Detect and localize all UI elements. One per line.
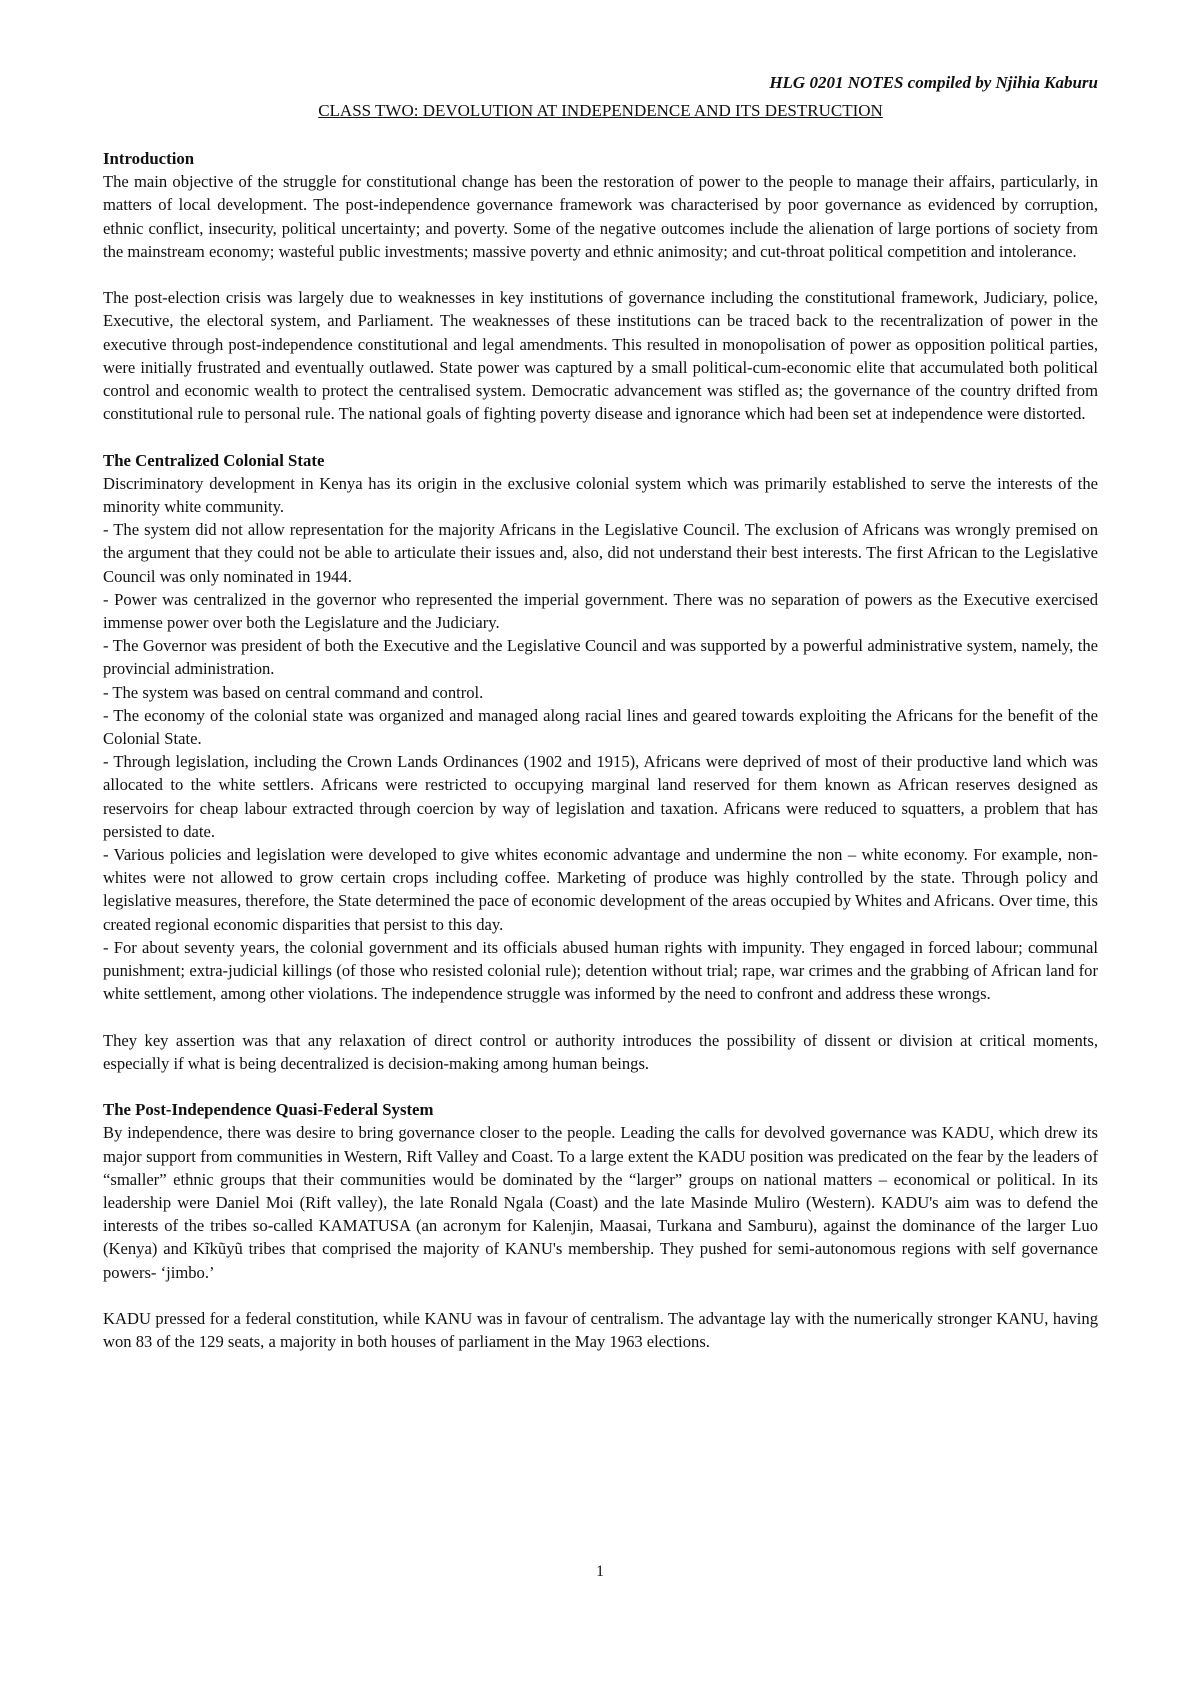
document-title: CLASS TWO: DEVOLUTION AT INDEPENDENCE AND ITS DESTRUCTION: [318, 101, 883, 120]
bullet-item: - The Governor was president of both the Executive and the Legislative Council and was supported by a powerful administrative system, namely, the provincial administration.: [103, 636, 1098, 679]
document-body: [103, 147, 1098, 1353]
paragraph: The post-election crisis was largely due to weaknesses in key institutions of governance including the constitutional framework, Judiciary, police, Executive, the electoral system, and Parliament. The weaknesses of these institutions can be traced back to the recentralization of power in the executive through post-independence constitutional and legal amendments. This resulted in monopolisation of power as opposition political parties, were initially frustrated and eventually outlawed. State power was captured by a small political-cum-economic elite that accumulated both political control and economic wealth to protect the centralised system. Democratic advancement was stifled as; the governance of the country drifted from constitutional rule to personal rule. The national goals of fighting poverty disease and ignorance which had been set at independence were distorted.: [103, 288, 1098, 424]
bullet-item: - The economy of the colonial state was organized and managed along racial lines and geared towards exploiting the Africans for the benefit of the Colonial State.: [103, 705, 1098, 749]
bullet-item: - For about seventy years, the colonial government and its officials abused human rights with impunity. They engaged in forced labour; communal punishment; extra-judicial killings (of those who resisted colonial rule); detention without trial; rape, war crimes and the grabbing of African land for white settlement, among other violations. The independence struggle was informed by the need to confront and address these wrongs.: [103, 937, 1098, 1004]
paragraph: Discriminatory development in Kenya has its origin in the exclusive colonial system which was primarily established to serve the interests of the minority white community.: [103, 473, 1098, 517]
section-introduction: [103, 147, 1098, 425]
bullet-item: - Various policies and legislation were developed to give whites economic advantage and undermine the non – white economy. For example, non-whites were not allowed to grow certain crops including coffee. Marketing of produce was highly controlled by the state. Through policy and legislative measures, therefore, the State determined the pace of economic development of the areas occupied by Whites and Africans. Over time, this created regional economic disparities that persist to this day.: [103, 845, 1098, 934]
paragraph: The main objective of the struggle for constitutional change has been the restoration of power to the people to manage their affairs, particularly, in matters of local development. The post-independence governance framework was characterised by poor governance as evidenced by corruption, ethnic conflict, insecurity, political uncertainty; and poverty. Some of the negative outcomes include the alienation of large portions of society from the mainstream economy; wasteful public investments; massive poverty and ethnic animosity; and cut-throat political competition and intolerance.: [103, 172, 1098, 261]
page-number: 1: [596, 1563, 604, 1580]
section-colonial-state: [103, 449, 1098, 1075]
section-heading: Introduction: [103, 149, 195, 168]
bullet-item: - The system did not allow representation for the majority Africans in the Legislative Council. The exclusion of Africans was wrongly premised on the argument that they could not be able to articulate their issues and, also, did not understand their best interests. The first African to the Legislative Council was only nominated in 1944.: [103, 520, 1098, 586]
paragraph: KADU pressed for a federal constitution, while KANU was in favour of centralism. The advantage lay with the numerically stronger KANU, having won 83 of the 129 seats, a majority in both houses of parliament in the May 1963 elections.: [103, 1309, 1098, 1352]
paragraph: They key assertion was that any relaxation of direct control or authority introduces the possibility of dissent or division at critical moments, especially if what is being decentralized is decision-making among human beings.: [103, 1030, 1098, 1073]
section-heading: The Centralized Colonial State: [103, 450, 325, 470]
section-heading: The Post-Independence Quasi-Federal System: [103, 1100, 434, 1120]
bullet-item: - The system was based on central command and control.: [103, 682, 484, 702]
section-post-independence: [103, 1098, 1098, 1353]
bullet-item: - Power was centralized in the governor who represented the imperial government. There was no separation of powers as the Executive exercised immense power over both the Legislature and the Judiciary.: [103, 589, 1098, 633]
bullet-item: - Through legislation, including the Crown Lands Ordinances (1902 and 1915), Africans were deprived of most of their productive land which was allocated to the white settlers. Africans were restricted to occupying marginal land reserved for them known as African reserves designed as reservoirs for cheap labour extracted through coercion by way of legislation and taxation. Africans were reduced to squatters, a problem that has persisted to date.: [103, 752, 1098, 841]
course-note-header: HLG 0201 NOTES compiled by Njihia Kaburu: [769, 73, 1098, 92]
paragraph: By independence, there was desire to bring governance closer to the people. Leading the calls for devolved governance was KADU, which drew its major support from communities in Western, Rift Valley and Coast. To a large extent the KADU position was predicated on the fear by the leaders of “smaller” ethnic groups that their communities would be dominated by the “larger” groups on national matters – economical or political. In its leadership were Daniel Moi (Rift valley), the late Ronald Ngala (Coast) and the late Masinde Muliro (Western). KADU's aim was to defend the interests of the tribes so-called KAMATUSA (an acronym for Kalenjin, Maasai, Turkana and Samburu), against the dominance of the larger Luo (Kenya) and Kĩkũyũ tribes that comprised the majority of KANU's membership. They pushed for semi-autonomous regions with self governance powers- ‘jimbo.’: [103, 1123, 1098, 1282]
